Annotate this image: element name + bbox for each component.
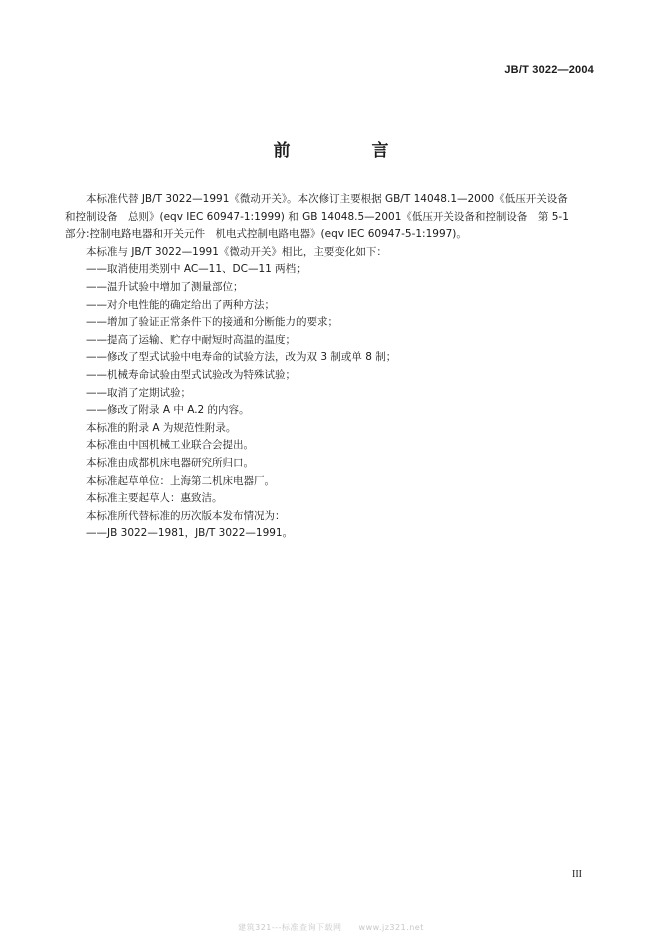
proposer-note: 本标准由中国机械工业联合会提出。: [86, 439, 254, 452]
history-intro: 本标准所代替标准的历次版本发布情况为：: [86, 509, 286, 522]
drafter-note: 本标准主要起草人：惠致洁。: [86, 492, 223, 505]
change-item: ——增加了验证正常条件下的接通和分断能力的要求；: [86, 316, 338, 329]
paragraph-line: 部分:控制电路电器和开关元件 机电式控制电路电器》(eqv IEC 60947-5-1:1997)。: [65, 228, 467, 241]
appendix-note: 本标准的附录 A 为规范性附录。: [86, 421, 237, 434]
paragraph-line: 本标准代替 JB/T 3022—1991《微动开关》。本次修订主要根据 GB/T 14048.1—2000《低压开关设备: [86, 193, 568, 205]
watermark-text: 建筑321---标准查询下载网 www.jz321.net: [238, 923, 424, 932]
responsible-note: 本标准由成都机床电器研究所归口。: [86, 456, 254, 469]
changes-intro: 本标准与 JB/T 3022—1991《微动开关》相比，主要变化如下：: [86, 245, 387, 258]
change-item: ——取消了定期试验；: [86, 386, 191, 399]
page-title: 前 言: [273, 141, 421, 161]
drafting-unit-note: 本标准起草单位：上海第二机床电器厂。: [86, 474, 275, 487]
change-item: ——机械寿命试验由型式试验改为特殊试验；: [86, 368, 296, 381]
change-item: ——修改了附录 A 中 A.2 的内容。: [86, 404, 250, 417]
preface-body: [65, 191, 602, 543]
change-item: ——修改了型式试验中电寿命的试验方法，改为双 3 制或单 8 制；: [86, 351, 397, 364]
paragraph-line: 和控制设备 总则》(eqv IEC 60947-1:1999) 和 GB 14048.5—2001《低压开关设备和控制设备 第 5-1: [65, 210, 569, 223]
standard-code: JB/T 3022—2004: [504, 64, 594, 76]
page-number: III: [572, 869, 582, 880]
change-item: ——温升试验中增加了测量部位；: [86, 280, 244, 293]
change-item: ——提高了运输、贮存中耐短时高温的温度；: [86, 333, 296, 346]
change-item: ——对介电性能的确定给出了两种方法；: [86, 298, 275, 311]
change-item: ——取消使用类别中 AC—11、DC—11 两档；: [86, 263, 307, 276]
history-item: ——JB 3022—1981，JB/T 3022—1991。: [86, 527, 294, 540]
